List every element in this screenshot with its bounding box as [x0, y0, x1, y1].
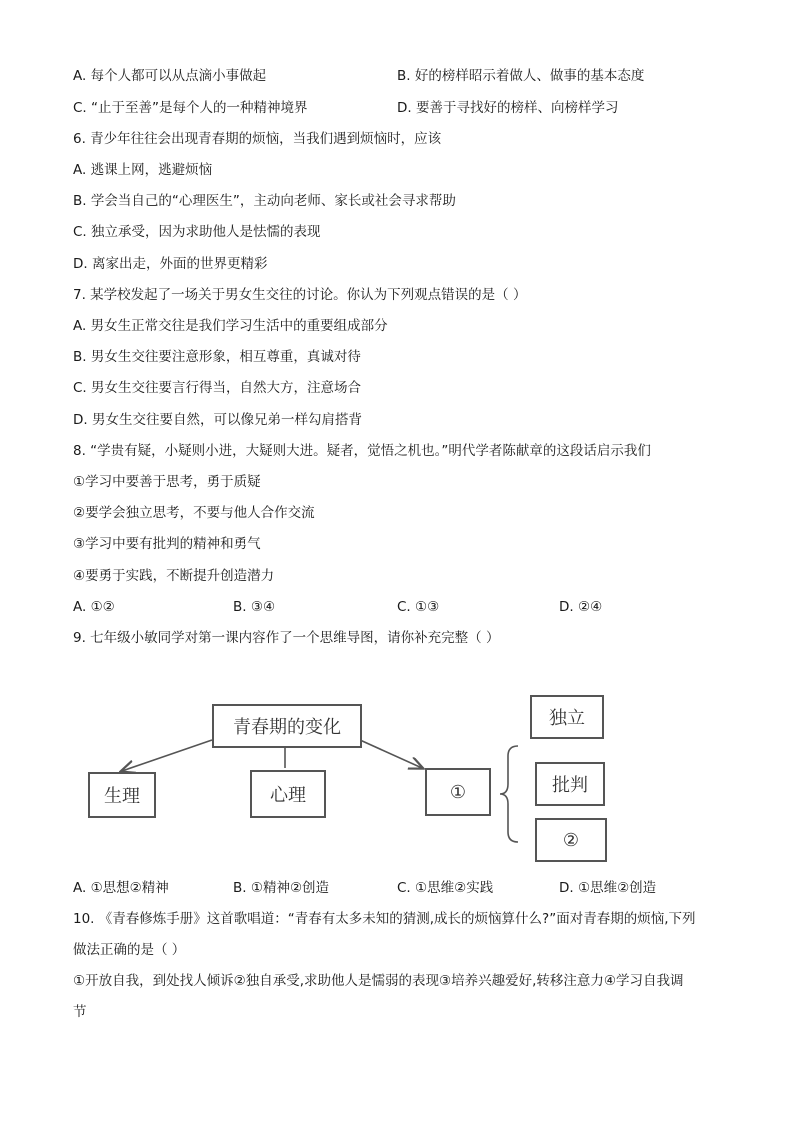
q6-option-b: B. 学会当自己的“心理医生”，主动向老师、家长或社会寻求帮助 — [73, 193, 456, 209]
q9-option-b: B. ①精神②创造 — [233, 880, 330, 896]
q10-items-line-2: 节 — [73, 1004, 87, 1020]
q5-option-b: B. 好的榜样昭示着做人、做事的基本态度 — [397, 68, 645, 84]
node-independence: 独立 — [530, 695, 604, 739]
q5-option-d: D. 要善于寻找好的榜样、向榜样学习 — [397, 100, 619, 116]
q9-stem: 9. 七年级小敏同学对第一课内容作了一个思维导图，请你补充完整（ ） — [73, 630, 500, 646]
q8-item-2: ②要学会独立思考，不要与他人合作交流 — [73, 505, 315, 521]
arrow-to-physiology — [122, 740, 212, 771]
brace — [500, 746, 518, 842]
node-physiology: 生理 — [88, 772, 156, 818]
node-root: 青春期的变化 — [212, 704, 362, 748]
q7-option-b: B. 男女生交往要注意形象，相互尊重，真诚对待 — [73, 349, 361, 365]
q8-item-3: ③学习中要有批判的精神和勇气 — [73, 536, 261, 552]
q6-option-a: A. 逃课上网，逃避烦恼 — [73, 162, 213, 178]
q10-stem-line-2: 做法正确的是（ ） — [73, 942, 186, 958]
mind-map-connectors — [60, 668, 740, 868]
node-blank-one: ① — [425, 768, 491, 816]
arrow-to-circle-one — [360, 740, 422, 768]
q6-option-c: C. 独立承受，因为求助他人是怯懦的表现 — [73, 224, 321, 240]
mind-map-diagram — [60, 668, 740, 868]
q8-option-a: A. ①② — [73, 599, 115, 615]
q10-items-line-1: ①开放自我，到处找人倾诉②独自承受,求助他人是懦弱的表现③培养兴趣爱好,转移注意力④学习自我调 — [73, 973, 684, 989]
node-psychology: 心理 — [250, 770, 326, 818]
q5-option-c: C. “止于至善”是每个人的一种精神境界 — [73, 100, 308, 116]
q9-option-a: A. ①思想②精神 — [73, 880, 169, 896]
node-critical: 批判 — [535, 762, 605, 806]
q5-option-a: A. 每个人都可以从点滴小事做起 — [73, 68, 267, 84]
q9-option-d: D. ①思维②创造 — [559, 880, 657, 896]
q8-option-c: C. ①③ — [397, 599, 440, 615]
q7-option-a: A. 男女生正常交往是我们学习生活中的重要组成部分 — [73, 318, 388, 334]
q7-option-c: C. 男女生交往要言行得当，自然大方，注意场合 — [73, 380, 362, 396]
node-blank-two: ② — [535, 818, 607, 862]
q8-item-1: ①学习中要善于思考，勇于质疑 — [73, 474, 261, 490]
q10-stem-line-1: 10. 《青春修炼手册》这首歌唱道：“青春有太多未知的猜测,成长的烦恼算什么?”面对青春期的烦恼,下列 — [73, 911, 696, 927]
q6-stem: 6. 青少年往往会出现青春期的烦恼，当我们遇到烦恼时，应该 — [73, 131, 442, 147]
q6-option-d: D. 离家出走，外面的世界更精彩 — [73, 256, 268, 272]
q9-option-c: C. ①思维②实践 — [397, 880, 494, 896]
q8-item-4: ④要勇于实践，不断提升创造潜力 — [73, 568, 275, 584]
q8-option-b: B. ③④ — [233, 599, 276, 615]
q7-option-d: D. 男女生交往要自然，可以像兄弟一样勾肩搭背 — [73, 412, 362, 428]
q8-option-d: D. ②④ — [559, 599, 603, 615]
q7-stem: 7. 某学校发起了一场关于男女生交往的讨论。你认为下列观点错误的是（ ） — [73, 287, 527, 303]
q8-stem: 8. “学贵有疑，小疑则小进，大疑则大进。疑者，觉悟之机也。”明代学者陈献章的这段话启示我们 — [73, 443, 651, 459]
